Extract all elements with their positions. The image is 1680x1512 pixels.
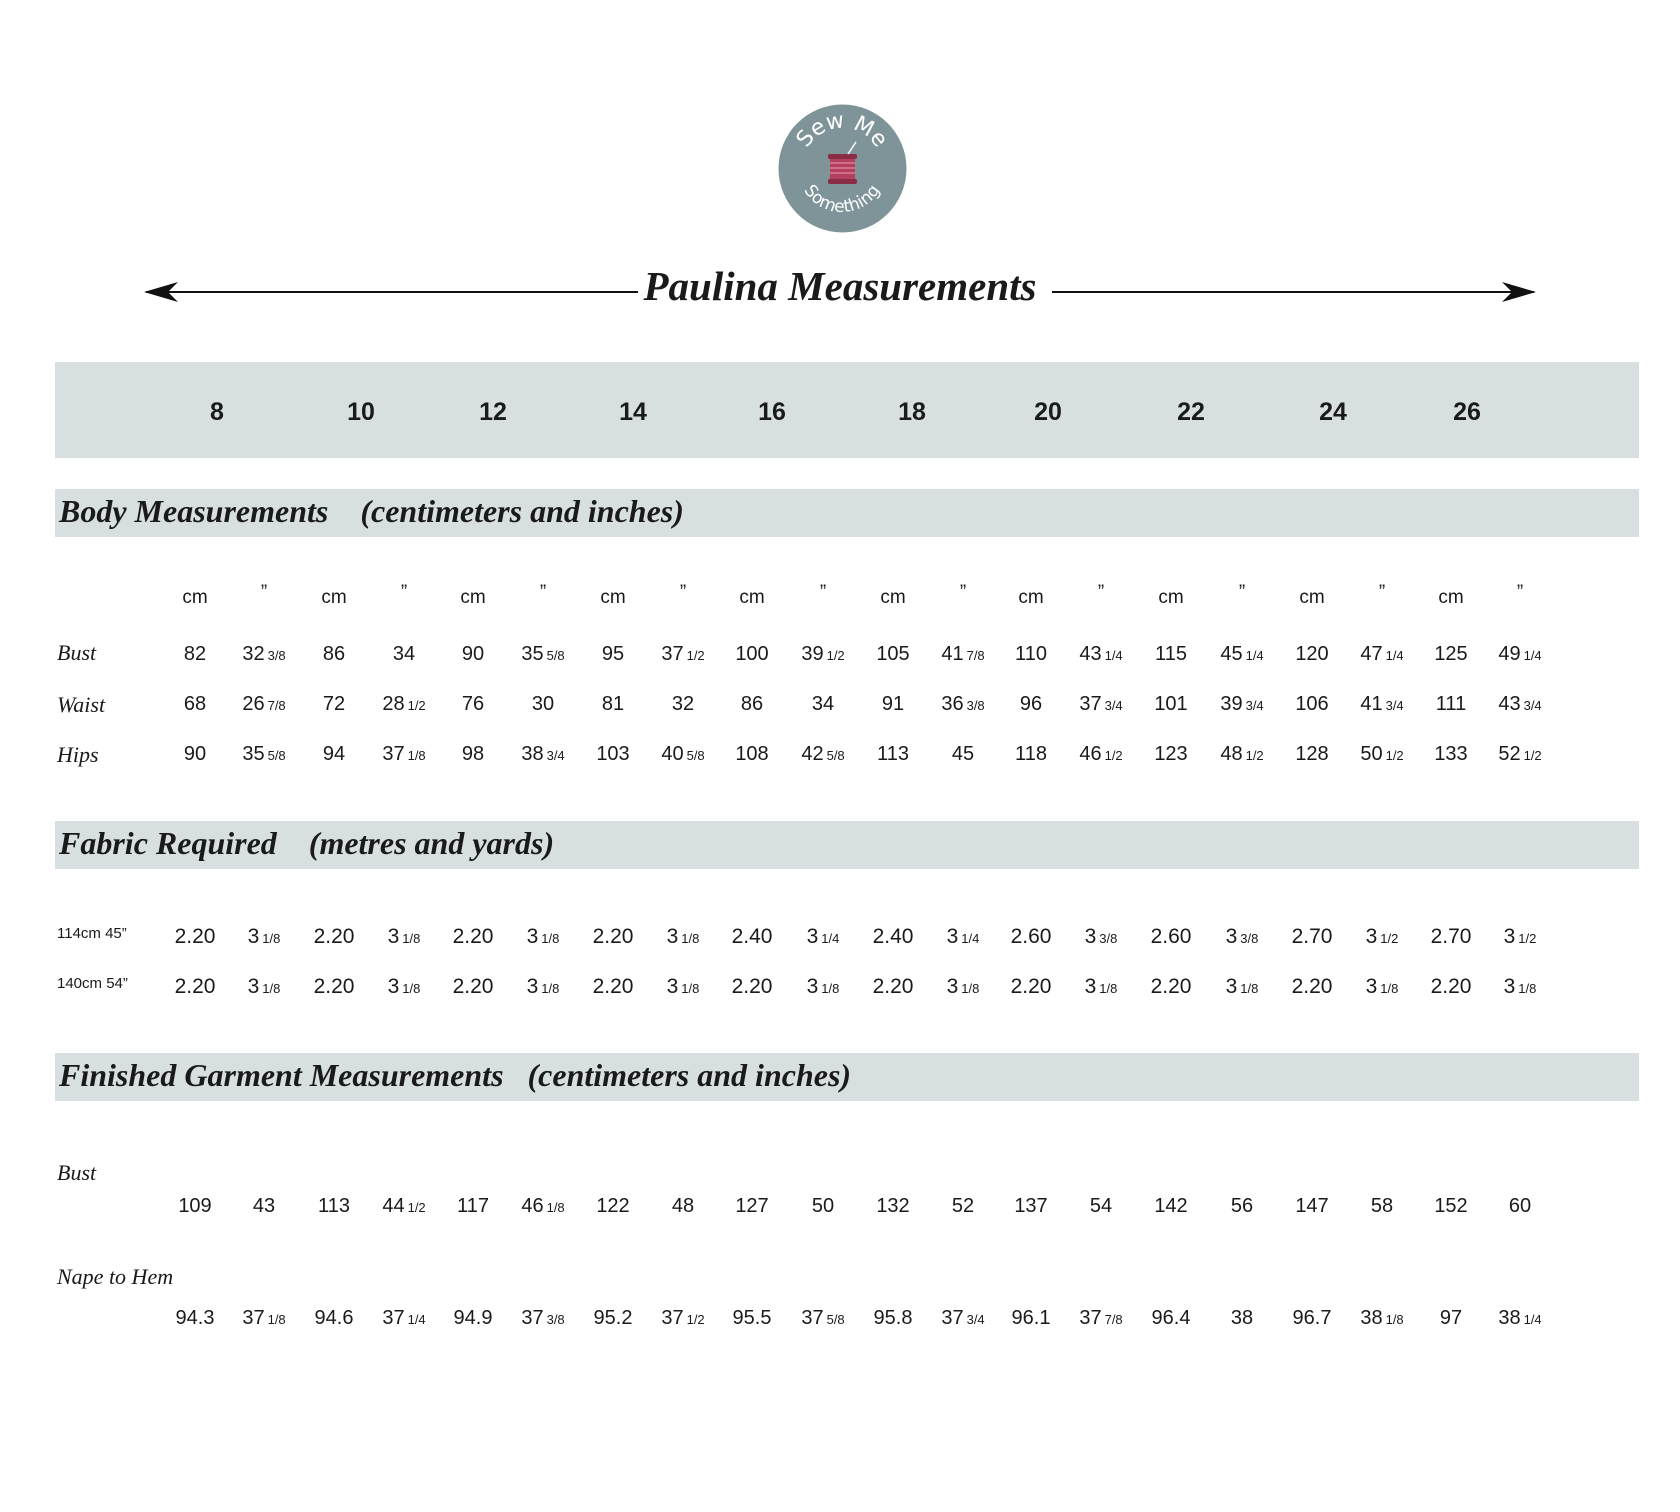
fabric-row-cell: 3 1/2 xyxy=(1365,925,1399,948)
fabric-row-cell: 3 1/8 xyxy=(387,975,421,998)
fabric-row-cell: 3 1/8 xyxy=(666,975,700,998)
fabric-row-cell: 3 1/8 xyxy=(387,925,421,948)
body-row-cell: 45 1/4 xyxy=(1220,643,1264,665)
fabric-row-cell: 2.60 xyxy=(1150,925,1192,948)
unit-inch: ” xyxy=(539,582,547,603)
fabric-row-cell: 2.20 xyxy=(1010,975,1052,998)
finished-row-cell: 54 xyxy=(1089,1195,1113,1217)
body-row-cell: 76 xyxy=(461,693,485,715)
body-row-cell: 115 xyxy=(1155,643,1187,665)
body-row-cell: 28 1/2 xyxy=(382,693,426,715)
finished-row-cell: 38 1/8 xyxy=(1360,1307,1404,1329)
body-row-cell: 35 5/8 xyxy=(242,743,286,765)
logo-text-bottom: Something xyxy=(799,181,885,218)
finished-row-cell: 122 xyxy=(596,1195,630,1217)
body-row-cell: 40 5/8 xyxy=(661,743,705,765)
unit-cm: cm xyxy=(321,587,347,608)
finished-row-cell: 152 xyxy=(1434,1195,1468,1217)
body-measurements-band xyxy=(55,489,1639,537)
finished-row-label-1: Nape to Hem xyxy=(57,1264,174,1289)
body-row-cell: 90 xyxy=(461,643,485,665)
finished-row-cell: 48 xyxy=(671,1195,695,1217)
fabric-required-heading: Fabric Required (metres and yards) xyxy=(59,825,555,861)
finished-row-cell: 94.9 xyxy=(453,1307,493,1329)
body-row-cell: 47 1/4 xyxy=(1360,643,1404,665)
fabric-row-cell: 2.20 xyxy=(452,975,494,998)
unit-cm: cm xyxy=(460,587,486,608)
finished-row-cell: 58 xyxy=(1370,1195,1394,1217)
fabric-row-cell: 3 1/8 xyxy=(806,975,840,998)
finished-row-cell: 37 3/4 xyxy=(941,1307,985,1329)
finished-row-cell: 37 1/2 xyxy=(661,1307,705,1329)
body-row-cell: 26 7/8 xyxy=(242,693,286,715)
body-row-cell: 110 xyxy=(1015,643,1047,665)
unit-inch: ” xyxy=(400,582,408,603)
unit-cm: cm xyxy=(1158,587,1184,608)
finished-row-cell: 109 xyxy=(178,1195,212,1217)
fabric-row-cell: 3 1/8 xyxy=(1084,975,1118,998)
fabric-row-cell: 3 1/8 xyxy=(1503,975,1537,998)
body-row-cell: 81 xyxy=(601,693,625,715)
finished-row-cell: 97 xyxy=(1439,1307,1463,1329)
finished-row-cell: 147 xyxy=(1295,1195,1329,1217)
body-row-cell: 128 xyxy=(1295,743,1329,765)
body-row-cell: 72 xyxy=(322,693,346,715)
unit-cm: cm xyxy=(739,587,765,608)
body-row-cell: 118 xyxy=(1015,743,1047,765)
size-12: 12 xyxy=(479,398,507,426)
body-row-cell: 91 xyxy=(881,693,905,715)
finished-row-cell: 37 5/8 xyxy=(801,1307,845,1329)
unit-cm: cm xyxy=(880,587,906,608)
unit-cm: cm xyxy=(1299,587,1325,608)
unit-inch: ” xyxy=(1516,582,1524,603)
fabric-row-cell: 2.20 xyxy=(174,975,216,998)
unit-inch: ” xyxy=(1378,582,1386,603)
fabric-row-cell: 3 1/4 xyxy=(806,925,840,948)
body-row-cell: 34 xyxy=(392,643,416,665)
fabric-row-cell: 2.20 xyxy=(1150,975,1192,998)
finished-row-cell: 113 xyxy=(318,1195,350,1217)
body-row-cell: 39 1/2 xyxy=(801,643,845,665)
body-row-cell: 37 1/2 xyxy=(661,643,705,665)
fabric-row-cell: 3 1/8 xyxy=(247,925,281,948)
body-row-cell: 108 xyxy=(735,743,769,765)
body-row-cell: 37 3/4 xyxy=(1079,693,1123,715)
finished-garment-band xyxy=(55,1053,1639,1101)
fabric-row-cell: 3 1/4 xyxy=(946,925,980,948)
body-row-cell: 95 xyxy=(601,643,625,665)
finished-row-cell: 46 1/8 xyxy=(521,1195,565,1217)
finished-row-cell: 37 7/8 xyxy=(1079,1307,1123,1329)
finished-row-cell: 44 1/2 xyxy=(382,1195,426,1217)
finished-row-cell: 60 xyxy=(1508,1195,1532,1217)
unit-inch: ” xyxy=(1238,582,1246,603)
body-row-cell: 43 1/4 xyxy=(1079,643,1123,665)
fabric-row-label-1: 140cm 54” xyxy=(57,975,128,992)
size-18: 18 xyxy=(898,398,926,426)
finished-row-cell: 95.5 xyxy=(732,1307,772,1329)
finished-row-cell: 50 xyxy=(811,1195,835,1217)
body-row-cell: 38 3/4 xyxy=(521,743,565,765)
body-row-label-1: Waist xyxy=(57,692,106,717)
finished-row-cell: 132 xyxy=(876,1195,910,1217)
finished-row-cell: 117 xyxy=(457,1195,489,1217)
finished-row-cell: 96.7 xyxy=(1292,1307,1332,1329)
fabric-row-cell: 2.20 xyxy=(731,975,773,998)
finished-row-cell: 137 xyxy=(1014,1195,1048,1217)
fabric-row-cell: 2.20 xyxy=(174,925,216,948)
body-row-cell: 41 3/4 xyxy=(1360,693,1404,715)
finished-row-cell: 96.1 xyxy=(1011,1307,1051,1329)
body-row-cell: 46 1/2 xyxy=(1079,743,1123,765)
fabric-row-cell: 2.20 xyxy=(592,975,634,998)
fabric-row-cell: 3 3/8 xyxy=(1084,925,1118,948)
body-row-cell: 105 xyxy=(876,643,910,665)
size-24: 24 xyxy=(1319,398,1347,426)
finished-row-cell: 56 xyxy=(1230,1195,1254,1217)
unit-inch: ” xyxy=(1097,582,1105,603)
size-20: 20 xyxy=(1034,398,1062,426)
finished-row-cell: 43 xyxy=(252,1195,276,1217)
size-8: 8 xyxy=(210,398,224,426)
body-row-cell: 48 1/2 xyxy=(1220,743,1264,765)
fabric-row-cell: 2.20 xyxy=(1291,975,1333,998)
fabric-row-cell: 3 1/8 xyxy=(247,975,281,998)
body-row-cell: 86 xyxy=(322,643,346,665)
body-row-cell: 96 xyxy=(1019,693,1043,715)
body-row-cell: 90 xyxy=(183,743,207,765)
fabric-row-cell: 2.20 xyxy=(1430,975,1472,998)
unit-inch: ” xyxy=(819,582,827,603)
unit-inch: ” xyxy=(959,582,967,603)
finished-row-cell: 38 1/4 xyxy=(1498,1307,1542,1329)
fabric-row-cell: 2.20 xyxy=(592,925,634,948)
fabric-required-band xyxy=(55,821,1639,869)
body-row-cell: 42 5/8 xyxy=(801,743,845,765)
body-row-cell: 32 xyxy=(671,693,695,715)
title-row xyxy=(140,262,1540,312)
body-row-cell: 113 xyxy=(877,743,909,765)
finished-row-cell: 38 xyxy=(1230,1307,1254,1329)
sew-me-something-logo xyxy=(778,104,907,233)
finished-row-cell: 37 1/4 xyxy=(382,1307,426,1329)
fabric-row-cell: 3 1/8 xyxy=(946,975,980,998)
body-row-label-2: Hips xyxy=(57,742,99,767)
finished-row-cell: 95.2 xyxy=(593,1307,633,1329)
body-row-cell: 49 1/4 xyxy=(1498,643,1542,665)
fabric-row-cell: 3 1/2 xyxy=(1503,925,1537,948)
logo-text-top: Sew Me xyxy=(791,108,893,153)
finished-row-cell: 52 xyxy=(951,1195,975,1217)
body-row-cell: 35 5/8 xyxy=(521,643,565,665)
size-22: 22 xyxy=(1177,398,1205,426)
body-row-cell: 125 xyxy=(1434,643,1468,665)
size-26: 26 xyxy=(1453,398,1481,426)
unit-cm: cm xyxy=(182,587,208,608)
fabric-row-cell: 3 1/8 xyxy=(526,925,560,948)
size-16: 16 xyxy=(758,398,786,426)
unit-cm: cm xyxy=(1018,587,1044,608)
body-row-cell: 133 xyxy=(1434,743,1468,765)
unit-cm: cm xyxy=(1438,587,1464,608)
finished-row-cell: 142 xyxy=(1154,1195,1188,1217)
finished-row-cell: 127 xyxy=(735,1195,769,1217)
unit-inch: ” xyxy=(679,582,687,603)
body-row-cell: 111 xyxy=(1435,693,1467,715)
fabric-row-cell: 3 1/8 xyxy=(1225,975,1259,998)
fabric-row-cell: 3 1/8 xyxy=(666,925,700,948)
body-row-cell: 94 xyxy=(322,743,346,765)
finished-row-cell: 94.3 xyxy=(175,1307,215,1329)
fabric-row-cell: 2.70 xyxy=(1291,925,1333,948)
finished-row-cell: 94.6 xyxy=(314,1307,354,1329)
finished-row-cell: 37 3/8 xyxy=(521,1307,565,1329)
fabric-row-cell: 3 1/8 xyxy=(526,975,560,998)
finished-row-cell: 96.4 xyxy=(1151,1307,1191,1329)
body-row-cell: 30 xyxy=(531,693,555,715)
page-title: Paulina Measurements xyxy=(643,263,1037,309)
body-row-cell: 39 3/4 xyxy=(1220,693,1264,715)
body-row-cell: 100 xyxy=(735,643,769,665)
body-row-label-0: Bust xyxy=(57,640,97,665)
finished-row-label-0: Bust xyxy=(57,1160,97,1185)
fabric-row-cell: 2.40 xyxy=(731,925,773,948)
fabric-row-label-0: 114cm 45” xyxy=(57,925,127,942)
body-row-cell: 52 1/2 xyxy=(1498,743,1542,765)
body-row-cell: 106 xyxy=(1295,693,1329,715)
body-row-cell: 68 xyxy=(183,693,207,715)
body-row-cell: 43 3/4 xyxy=(1498,693,1542,715)
body-row-cell: 101 xyxy=(1154,693,1188,715)
fabric-row-cell: 2.40 xyxy=(872,925,914,948)
fabric-row-cell: 2.20 xyxy=(313,925,355,948)
size-10: 10 xyxy=(347,398,375,426)
body-row-cell: 45 xyxy=(951,743,975,765)
body-row-cell: 86 xyxy=(740,693,764,715)
fabric-row-cell: 2.60 xyxy=(1010,925,1052,948)
body-row-cell: 41 7/8 xyxy=(941,643,985,665)
body-measurements-heading: Body Measurements (centimeters and inches) xyxy=(59,493,684,529)
finished-row-cell: 37 1/8 xyxy=(242,1307,286,1329)
fabric-row-cell: 2.20 xyxy=(313,975,355,998)
fabric-row-cell: 2.70 xyxy=(1430,925,1472,948)
size-header-band xyxy=(55,362,1639,458)
body-row-cell: 37 1/8 xyxy=(382,743,426,765)
fabric-row-cell: 3 1/8 xyxy=(1365,975,1399,998)
body-row-cell: 50 1/2 xyxy=(1360,743,1404,765)
unit-inch: ” xyxy=(260,582,268,603)
finished-row-cell: 95.8 xyxy=(873,1307,913,1329)
finished-garment-heading: Finished Garment Measurements (centimeters and inches) xyxy=(59,1057,852,1093)
body-row-cell: 34 xyxy=(811,693,835,715)
size-14: 14 xyxy=(619,398,647,426)
body-row-cell: 82 xyxy=(183,643,207,665)
body-row-cell: 32 3/8 xyxy=(242,643,286,665)
fabric-row-cell: 2.20 xyxy=(872,975,914,998)
fabric-row-cell: 3 3/8 xyxy=(1225,925,1259,948)
body-row-cell: 36 3/8 xyxy=(941,693,985,715)
fabric-row-cell: 2.20 xyxy=(452,925,494,948)
body-row-cell: 120 xyxy=(1295,643,1329,665)
unit-cm: cm xyxy=(600,587,626,608)
body-row-cell: 98 xyxy=(461,743,485,765)
body-row-cell: 123 xyxy=(1154,743,1188,765)
body-row-cell: 103 xyxy=(596,743,630,765)
